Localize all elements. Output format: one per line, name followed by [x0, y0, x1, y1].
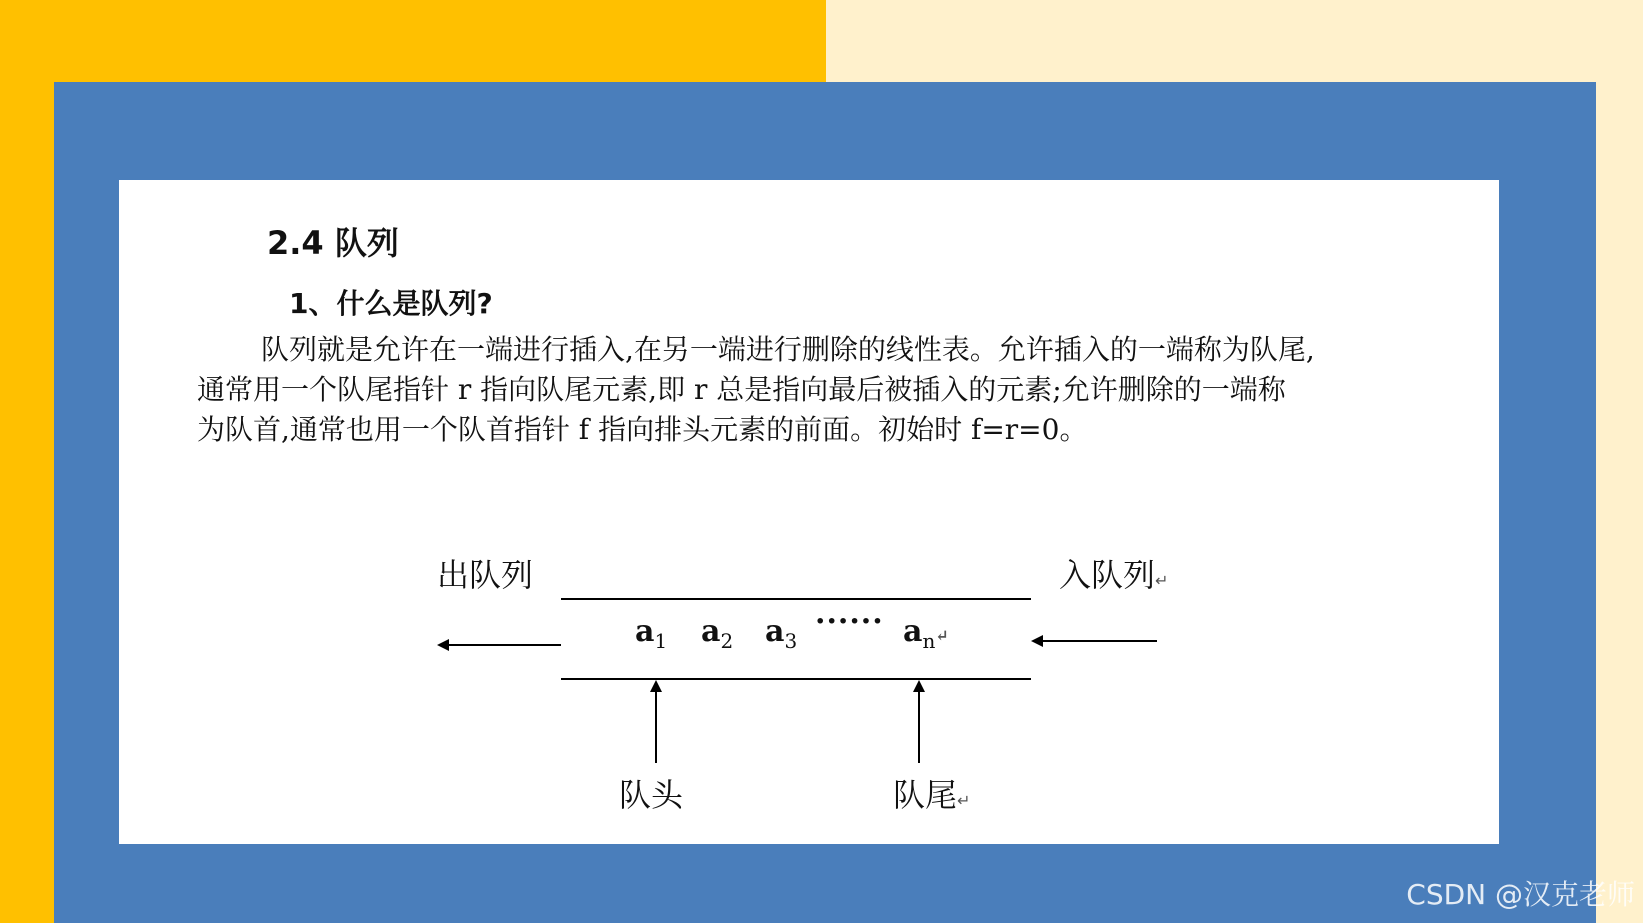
dequeue-label: 出队列: [437, 556, 534, 594]
element-base: a: [903, 614, 923, 649]
return-mark: ↵: [957, 791, 971, 810]
queue-diagram: [119, 180, 1499, 844]
front-label: 队头: [619, 776, 684, 814]
section-title: 2.4 队列: [267, 224, 399, 262]
ellipsis: ······: [815, 604, 884, 639]
subsection-title: 1、什么是队列?: [289, 287, 493, 320]
paragraph-line: 队列就是允许在一端进行插入,在另一端进行删除的线性表。允许插入的一端称为队尾,: [261, 333, 1315, 366]
element-subscript: n: [922, 629, 936, 653]
enqueue-label: 入队列: [1059, 556, 1156, 594]
return-mark: ↵: [1155, 571, 1169, 590]
paragraph-line: 通常用一个队尾指针 r 指向队尾元素,即 r 总是指向最后被插入的元素;允许删除的一端称: [197, 373, 1286, 406]
element-base: a: [701, 614, 721, 649]
element-subscript: 3: [784, 629, 798, 653]
element-subscript: 1: [654, 629, 668, 653]
rear-label: 队尾: [893, 776, 958, 814]
queue-element: [701, 614, 733, 653]
queue-element: [765, 614, 797, 653]
content-card: [119, 180, 1499, 844]
element-subscript: 2: [720, 629, 734, 653]
return-mark: ↵: [935, 626, 949, 645]
rear-label-wrap: [893, 770, 970, 816]
enqueue-label-wrap: [1059, 550, 1168, 596]
queue-element: [635, 614, 667, 653]
queue-element: [903, 614, 949, 653]
watermark: CSDN @汉克老师: [1406, 878, 1635, 911]
element-base: a: [765, 614, 785, 649]
element-base: a: [635, 614, 655, 649]
paragraph-line: 为队首,通常也用一个队首指针 f 指向排头元素的前面。初始时 f=r=0。: [197, 413, 1088, 446]
